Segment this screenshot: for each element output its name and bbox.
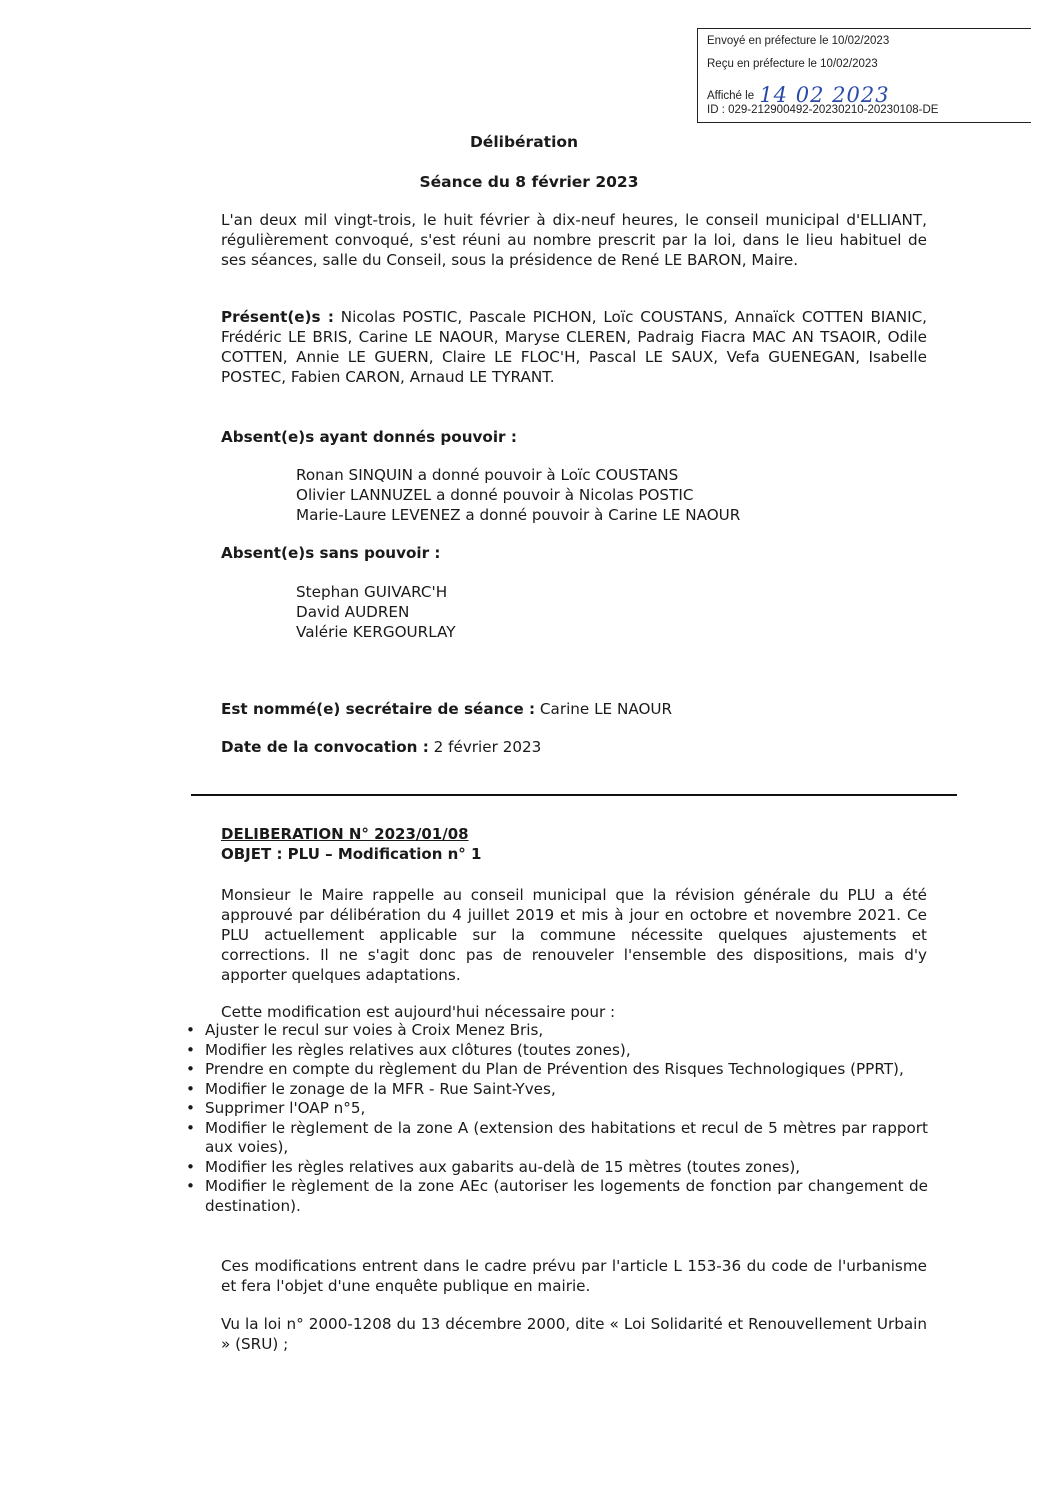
absent-proxy-label: Absent(e)s ayant donnés pouvoir : xyxy=(221,428,517,446)
modifications-list xyxy=(186,1021,928,1216)
secretary-line xyxy=(221,699,927,719)
deliberation-object: OBJET : PLU – Modification n° 1 xyxy=(221,845,482,863)
secretary-label: Est nommé(e) secrétaire de séance : xyxy=(221,700,536,718)
list-item: • Modifier les règles relatives aux gabarits au-delà de 15 mètres (toutes zones), xyxy=(186,1157,801,1176)
convocation-value: 2 février 2023 xyxy=(433,738,542,756)
present-names: Nicolas POSTIC, Pascale PICHON, Loïc COUSTANS, Annaïck COTTEN BIANIC, Frédéric LE BRIS, Carine LE NAOUR, Maryse CLEREN, Padraig Fiacra MAC AN TSAOIR, Odile COTTEN, Annie LE GUERN, Claire LE FLOC'H, Pascal LE SAUX, Vefa GUENEGAN, Isabelle POSTEC, Fabien CARON, Arnaud LE TYRANT. xyxy=(221,308,928,386)
list-item: Ronan SINQUIN a donné pouvoir à Loïc COUSTANS xyxy=(296,466,679,484)
list-item: Valérie KERGOURLAY xyxy=(296,623,456,641)
bullet-icon: • xyxy=(186,1040,195,1059)
convocation-label: Date de la convocation : xyxy=(221,738,429,756)
list-item: • Modifier le zonage de la MFR - Rue Saint-Yves, xyxy=(186,1079,556,1098)
bullet-icon: • xyxy=(186,1079,195,1098)
stamp-id: ID : 029-212900492-20230210-20230108-DE xyxy=(707,104,939,116)
bullet-icon: • xyxy=(186,1177,195,1195)
present-paragraph xyxy=(221,307,927,387)
session-title: Séance du 8 février 2023 xyxy=(419,173,639,191)
list-item: • Modifier les règles relatives aux clôtures (toutes zones), xyxy=(186,1040,631,1059)
deliberation-paragraph-1: Monsieur le Maire rappelle au conseil municipal que la révision générale du PLU a été approuvé par délibération du 4 juillet 2019 et mis à jour en octobre et novembre 2021. Ce PLU actuellement applicable sur la commune nécessite quelques ajustements et corrections. Il ne s'agit donc pas de renouveler l'ensemble des dispositions, mais d'y apporter quelques adaptations. xyxy=(221,886,927,984)
list-item: • Modifier le règlement de la zone A (extension des habitations et recul de 5 mètres par rapport aux voies), xyxy=(186,1118,928,1156)
deliberation-paragraph-2: Cette modification est aujourd'hui nécessaire pour : xyxy=(221,1003,616,1021)
bullet-icon: • xyxy=(186,1118,195,1137)
list-item: Stephan GUIVARC'H xyxy=(296,583,448,601)
absent-no-proxy-list xyxy=(296,582,456,642)
absent-no-proxy-label: Absent(e)s sans pouvoir : xyxy=(221,544,441,562)
section-divider xyxy=(191,794,957,796)
stamp-posted xyxy=(707,80,890,107)
stamp-sent: Envoyé en préfecture le 10/02/2023 xyxy=(707,35,890,47)
absent-proxy-list xyxy=(296,465,740,525)
bullet-icon: • xyxy=(186,1157,195,1176)
prefecture-stamp xyxy=(697,28,1031,123)
bullet-icon: • xyxy=(186,1099,195,1117)
list-item: • Prendre en compte du règlement du Plan de Prévention des Risques Technologiques (PPRT), xyxy=(186,1060,904,1078)
secretary-value: Carine LE NAOUR xyxy=(539,700,673,718)
document-title: Délibération xyxy=(469,133,579,151)
list-item: Olivier LANNUZEL a donné pouvoir à Nicolas POSTIC xyxy=(296,486,694,504)
deliberation-paragraph-4: Vu la loi n° 2000-1208 du 13 décembre 2000, dite « Loi Solidarité et Renouvellement Urbain » (SRU) ; xyxy=(221,1315,927,1353)
list-item: David AUDREN xyxy=(296,603,410,621)
list-item: • Modifier le règlement de la zone AEc (autoriser les logements de fonction par changement de destination). xyxy=(186,1177,928,1215)
stamp-posted-date-handwritten: 14 02 2023 xyxy=(759,83,890,107)
list-item: • Ajuster le recul sur voies à Croix Menez Bris, xyxy=(186,1021,544,1039)
list-item: • Supprimer l'OAP n°5, xyxy=(186,1099,366,1117)
deliberation-number: DELIBERATION N° 2023/01/08 xyxy=(221,825,469,843)
intro-paragraph: L'an deux mil vingt-trois, le huit février à dix-neuf heures, le conseil municipal d'ELLIANT, régulièrement convoqué, s'est réuni au nombre prescrit par la loi, dans le lieu habituel de ses séances, salle du Conseil, sous la présidence de René LE BARON, Maire. xyxy=(221,211,927,269)
bullet-icon: • xyxy=(186,1060,195,1078)
stamp-received: Reçu en préfecture le 10/02/2023 xyxy=(707,58,878,70)
bullet-icon: • xyxy=(186,1021,195,1039)
list-item: Marie-Laure LEVENEZ a donné pouvoir à Carine LE NAOUR xyxy=(296,506,741,524)
convocation-line xyxy=(221,737,927,757)
present-label: Présent(e)s : xyxy=(221,308,334,326)
deliberation-paragraph-3: Ces modifications entrent dans le cadre prévu par l'article L 153-36 du code de l'urbanisme et fera l'objet d'une enquête publique en mairie. xyxy=(221,1257,927,1295)
stamp-posted-label: Affiché le xyxy=(707,90,755,102)
